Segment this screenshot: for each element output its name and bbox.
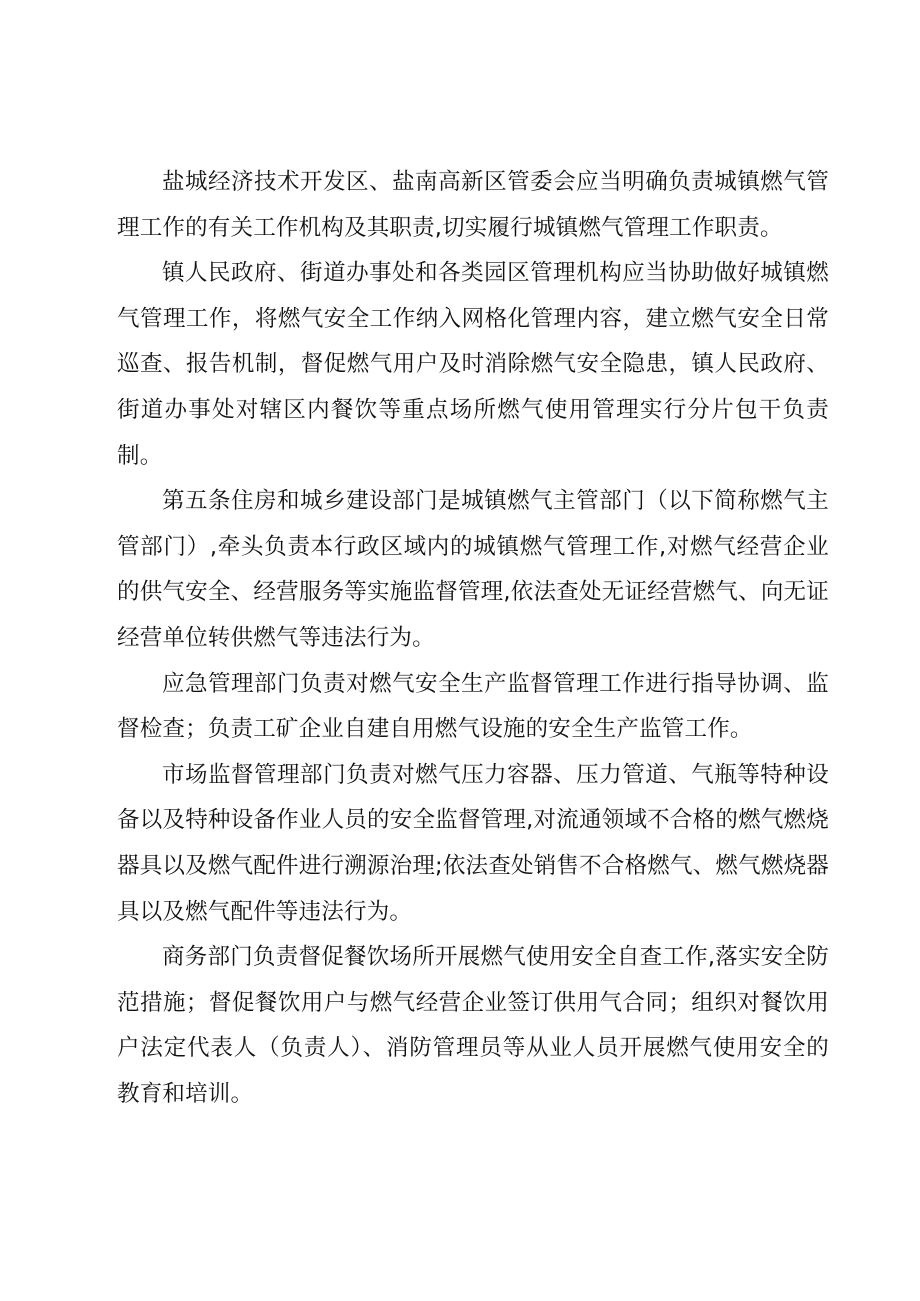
paragraph-5: 市场监督管理部门负责对燃气压力容器、压力管道、气瓶等特种设备以及特种设备作业人员的安全监督管理,对流通领域不合格的燃气燃烧器具以及燃气配件进行溯源治理;依法查处销售不合格燃气、燃气燃烧器具以及燃气配件等违法行为。	[117, 761, 829, 925]
paragraph-1: 盐城经济技术开发区、盐南高新区管委会应当明确负责城镇燃气管理工作的有关工作机构及其职责,切实履行城镇燃气管理工作职责。	[117, 169, 829, 241]
paragraph-3: 第五条住房和城乡建设部门是城镇燃气主管部门（以下简称燃气主管部门）,牵头负责本行政区域内的城镇燃气管理工作,对燃气经营企业的供气安全、经营服务等实施监督管理,依法查处无证经营燃气、向无证经营单位转供燃气等违法行为。	[117, 488, 829, 651]
paragraph-6: 商务部门负责督促餐饮场所开展燃气使用安全自查工作,落实安全防范措施；督促餐饮用户与燃气经营企业签订供用气合同；组织对餐饮用户法定代表人（负责人）、消防管理员等从业人员开展燃气使用安全的教育和培训。	[117, 944, 829, 1107]
document-body	[117, 160, 829, 1117]
paragraph-2: 镇人民政府、街道办事处和各类园区管理机构应当协助做好城镇燃气管理工作，将燃气安全工作纳入网格化管理内容，建立燃气安全日常巡查、报告机制，督促燃气用户及时消除燃气安全隐患，镇人民政府、街道办事处对辖区内餐饮等重点场所燃气使用管理实行分片包干负责制。	[117, 260, 829, 469]
paragraph-4: 应急管理部门负责对燃气安全生产监督管理工作进行指导协调、监督检查；负责工矿企业自建自用燃气设施的安全生产监管工作。	[117, 670, 829, 743]
